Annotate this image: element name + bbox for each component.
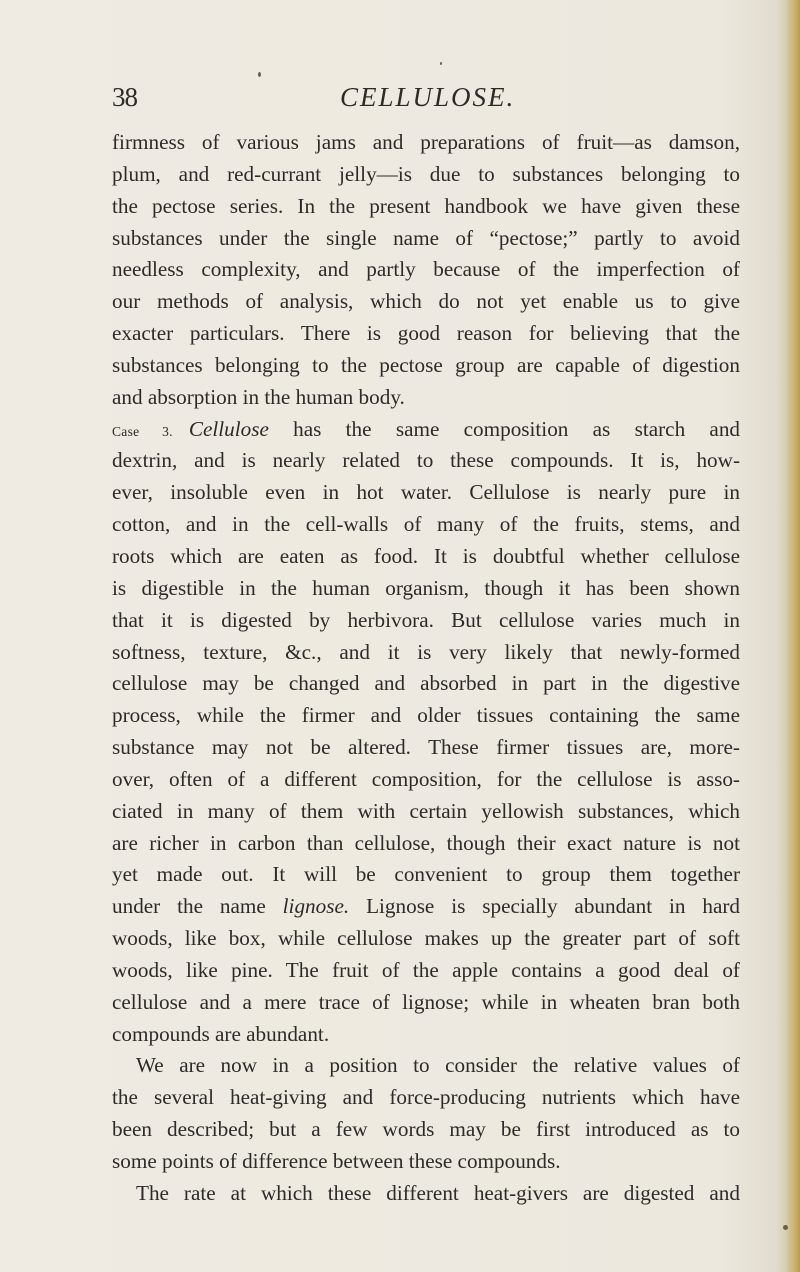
lignose-term: lignose. — [282, 894, 350, 919]
print-speck — [783, 1225, 788, 1230]
print-speck — [258, 72, 261, 77]
text-line: yet made out. It will be convenient to group them together — [112, 862, 740, 887]
text-line: over, often of a different composition, for the cellulose is asso- — [112, 766, 740, 791]
text-line: the several heat-giving and force-producing nutrients which have — [112, 1085, 740, 1110]
text-line: substances under the single name of “pectose;” partly to avoid — [112, 225, 740, 250]
text-segment: has the same composition as starch and — [293, 416, 741, 441]
text-line: needless complexity, and partly because of the imperfection of — [112, 257, 740, 282]
text-line: process, while the firmer and older tissues containing the same — [112, 703, 740, 728]
case-3-line — [112, 414, 740, 446]
text-segment: Lignose is specially abundant in hard — [366, 894, 740, 919]
text-line: roots which are eaten as food. It is doubtful whether cellulose — [112, 543, 740, 568]
text-line: firmness of various jams and preparations of fruit—as damson, — [112, 130, 740, 154]
text-line: cotton, and in the cell-walls of many of the fruits, stems, and — [112, 512, 740, 537]
text-line: some points of difference between these compounds. — [112, 1149, 561, 1173]
text-line: cellulose and a mere trace of lignose; while in wheaten bran both — [112, 989, 740, 1014]
text-line: been described; but a few words may be first introduced as to — [112, 1117, 740, 1142]
text-line: and absorption in the human body. — [112, 384, 405, 409]
page-title: CELLULOSE. — [340, 82, 516, 112]
text-line: the pectose series. In the present handbook we have given these — [112, 193, 740, 218]
paragraph-start-line: We are now in a position to consider the relative values of — [136, 1053, 740, 1078]
print-speck — [440, 62, 442, 65]
text-line: exacter particulars. There is good reason for believing that the — [112, 321, 740, 346]
text-line: substances belonging to the pectose group are capable of digestion — [112, 352, 740, 377]
page-number: 38 — [112, 82, 137, 112]
text-line: cellulose may be changed and absorbed in part in the digestive — [112, 671, 740, 696]
text-segment: under the name — [112, 894, 266, 919]
running-head — [112, 82, 752, 118]
case-side-label: Case 3. — [112, 423, 173, 439]
text-line: ever, insoluble even in hot water. Cellulose is nearly pure in — [112, 480, 740, 505]
text-line: dextrin, and is nearly related to these compounds. It is, how- — [112, 448, 740, 473]
cellulose-term: Cellulose — [188, 416, 269, 441]
page-edge — [786, 0, 800, 1272]
paragraph-start-line: The rate at which these different heat-givers are digested and — [136, 1180, 740, 1205]
text-line: ciated in many of them with certain yellowish substances, which — [112, 798, 740, 823]
text-line: are richer in carbon than cellulose, though their exact nature is not — [112, 830, 740, 855]
text-line: that it is digested by herbivora. But cellulose varies much in — [112, 607, 740, 632]
text-line: our methods of analysis, which do not yet enable us to give — [112, 289, 740, 314]
body-text — [112, 127, 740, 1210]
text-line: softness, texture, &c., and it is very likely that newly-formed — [112, 639, 740, 664]
text-line: substance may not be altered. These firmer tissues are, more- — [112, 735, 740, 760]
text-line: plum, and red-currant jelly—is due to substances belonging to — [112, 161, 740, 186]
text-line: is digestible in the human organism, though it has been shown — [112, 575, 740, 600]
lignose-line — [112, 891, 740, 923]
text-line: compounds are abundant. — [112, 1021, 330, 1046]
text-line: woods, like pine. The fruit of the apple contains a good deal of — [112, 957, 740, 982]
text-line: woods, like box, while cellulose makes up the greater part of soft — [112, 926, 740, 951]
